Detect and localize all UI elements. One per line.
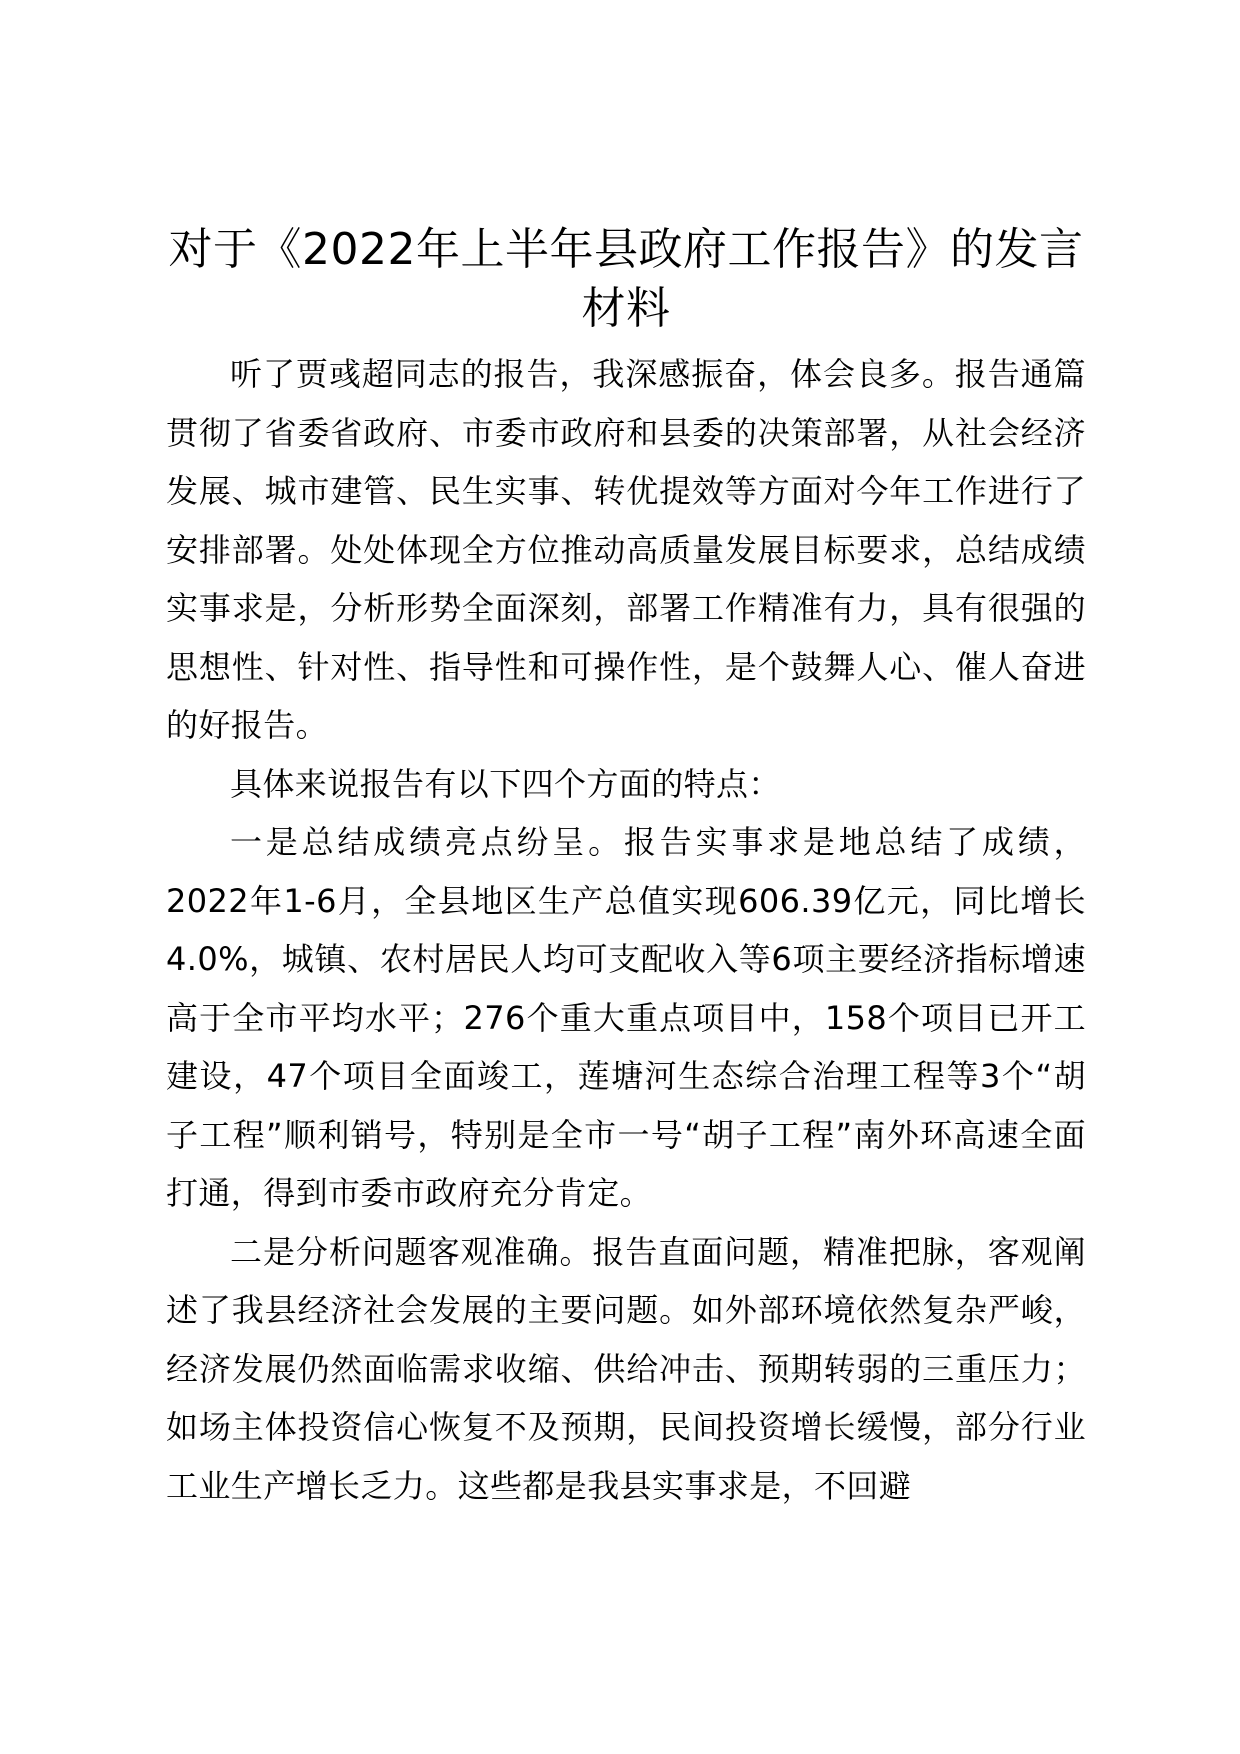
paragraph-problems: 二是分析问题客观准确。报告直面问题，精准把脉，客观阐述了我县经济社会发展的主要问题。如外部环境依然复杂严峻，经济发展仍然面临需求收缩、供给冲击、预期转弱的三重压力；如场主体投资信心恢复不及预期，民间投资增长缓慢，部分行业工业生产增长乏力。这些都是我县实事求是，不回避 bbox=[166, 1232, 1086, 1505]
paragraph-features-lead: 具体来说报告有以下四个方面的特点： bbox=[230, 764, 781, 803]
paragraph-achievements: 一是总结成绩亮点纷呈。报告实事求是地总结了成绩，2022年1-6月，全县地区生产总值实现606.39亿元，同比增长4.0%，城镇、农村居民人均可支配收入等6项主要经济指标增速高于全市平均水平；276个重大重点项目中，158个项目已开工建设，47个项目全面竣工，莲塘河生态综合治理工程等3个“胡子工程”顺利销号，特别是全市一号“胡子工程”南外环高速全面打通，得到市委市政府充分肯定。 bbox=[166, 823, 1086, 1212]
paragraph-intro: 听了贾彧超同志的报告，我深感振奋，体会良多。报告通篇贯彻了省委省政府、市委市政府和县委的决策部署，从社会经济发展、城市建管、民生实事、转优提效等方面对今年工作进行了安排部署。处处体现全方位推动高质量发展目标要求，总结成绩实事求是，分析形势全面深刻，部署工作精准有力，具有很强的思想性、针对性、指导性和可操作性，是个鼓舞人心、催人奋进的好报告。 bbox=[166, 355, 1086, 744]
document-title: 对于《2022年上半年县政府工作报告》的发言材料 bbox=[168, 224, 1084, 334]
document-page bbox=[166, 220, 1086, 1515]
